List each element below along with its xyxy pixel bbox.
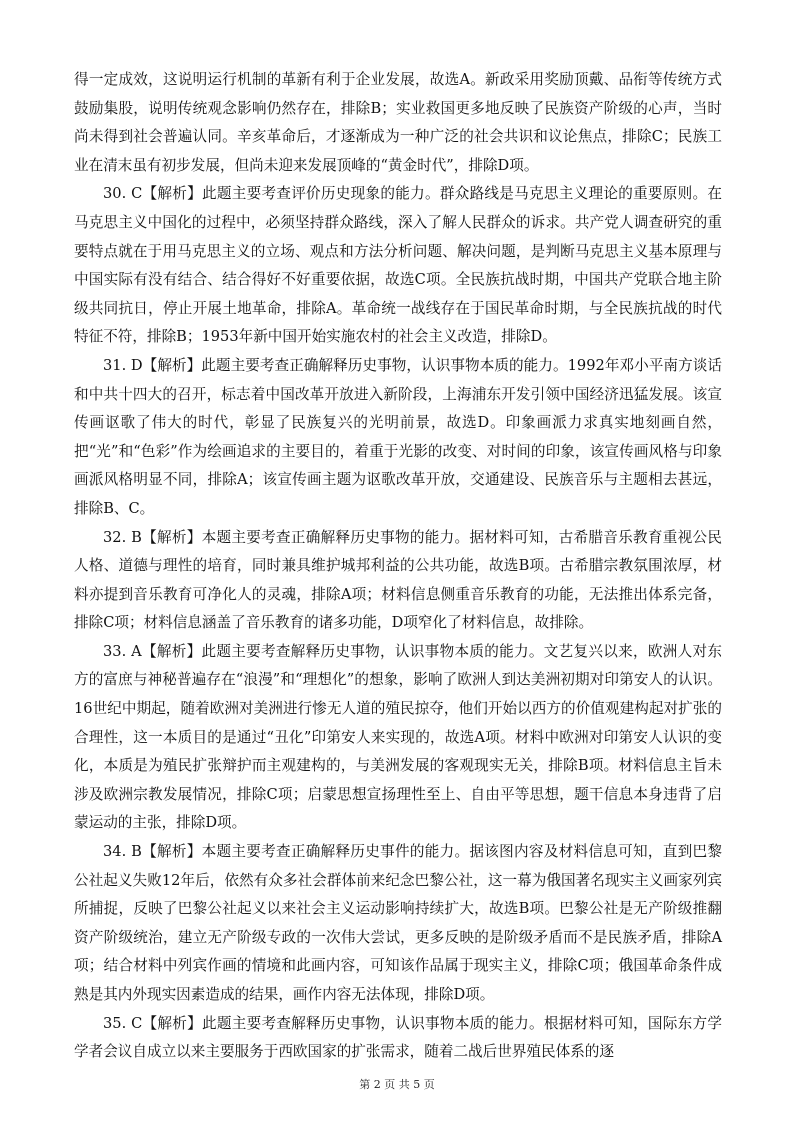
- answer-35: 35. C【解析】此题主要考查解释历史事物，认识事物本质的能力。根据材料可知，国际东方学学者会议自成立以来主要服务于西欧国家的扩张需求，随着二战后世界殖民体系的逐: [74, 1014, 722, 1061]
- document-body: [74, 66, 722, 1067]
- answer-32: 32. B【解析】本题主要考查正确解释历史事物的能力。据材料可知，古希腊音乐教育重视公民人格、道德与理性的培育，同时兼具维护城邦利益的公共功能，故选B项。古希腊宗教氛围浓厚，材料亦提到音乐教育可净化人的灵魂，排除A项；材料信息侧重音乐教育的功能，无法推出体系完备，排除C项；材料信息涵盖了音乐教育的诸多功能，D项窄化了材料信息，故排除。: [74, 528, 722, 632]
- answer-31: 31. D【解析】此题主要考查正确解释历史事物，认识事物本质的能力。1992年邓小平南方谈话和中共十四大的召开，标志着中国改革开放进入新阶段，上海浦东开发引领中国经济迅猛发展。该宣传画讴歌了伟大的时代，彰显了民族复兴的光明前景，故选D。印象画派力求真实地刻画自然，把“光”和“色彩”作为绘画追求的主要目的，着重于光影的改变、对时间的印象，该宣传画风格与印象画派风格明显不同，排除A；该宣传画主题为讴歌改革开放，交通建设、民族音乐与主题相去甚远，排除B、C。: [74, 356, 722, 517]
- page-footer: 第 2 页 共 5 页: [359, 1078, 435, 1091]
- answer-33: 33. A【解析】此题主要考查解释历史事物，认识事物本质的能力。文艺复兴以来，欧洲人对东方的富庶与神秘普遍存在“浪漫”和“理想化”的想象，影响了欧洲人到达美洲初期对印第安人的认识。16世纪中期起，随着欧洲对美洲进行惨无人道的殖民掠夺，他们开始以西方的价值观建构起对扩张的合理性，这一本质目的是通过“丑化”印第安人来实现的，故选A项。材料中欧洲对印第安人认识的变化，本质是为殖民扩张辩护而主观建构的，与美洲发展的客观现实无关，排除B项。材料信息主旨未涉及欧洲宗教发展情况，排除C项；启蒙思想宣扬理性至上、自由平等思想，题干信息本身违背了启蒙运动的主张，排除D项。: [74, 642, 722, 832]
- paragraph-continuation: 得一定成效，这说明运行机制的革新有利于企业发展，故选A。新政采用奖励顶戴、品衔等传统方式鼓励集股，说明传统观念影响仍然存在，排除B；实业救国更多地反映了民族资产阶级的心声，当时尚未得到社会普遍认同。辛亥革命后，才逐渐成为一种广泛的社会共识和议论焦点，排除C；民族工业在清末虽有初步发展，但尚未迎来发展顶峰的“黄金时代”，排除D项。: [74, 71, 722, 174]
- answer-34: 34. B【解析】本题主要考查正确解释历史事件的能力。据该图内容及材料信息可知，直到巴黎公社起义失败12年后，依然有众多社会群体前来纪念巴黎公社，这一幕为俄国著名现实主义画家列宾所捕捉，反映了巴黎公社起义以来社会主义运动影响持续扩大，故选B项。巴黎公社是无产阶级推翻资产阶级统治，建立无产阶级专政的一次伟大尝试，更多反映的是阶级矛盾而不是民族矛盾，排除A项；结合材料中列宾作画的情境和此画内容，可知该作品属于现实主义，排除C项；俄国革命条件成熟是其内外现实因素造成的结果，画作内容无法体现，排除D项。: [74, 843, 722, 1003]
- answer-30: 30. C【解析】此题主要考查评价历史现象的能力。群众路线是马克思主义理论的重要原则。在马克思主义中国化的过程中，必须坚持群众路线，深入了解人民群众的诉求。共产党人调查研究的重要特点就在于用马克思主义的立场、观点和方法分析问题、解决问题，是判断马克思主义基本原理与中国实际有没有结合、结合得好不好重要依据，故选C项。全民族抗战时期，中国共产党联合地主阶级共同抗日，停止开展土地革命，排除A。革命统一战线存在于国民革命时期，与全民族抗战的时代特征不符，排除B；1953年新中国开始实施农村的社会主义改造，排除D。: [74, 185, 722, 346]
